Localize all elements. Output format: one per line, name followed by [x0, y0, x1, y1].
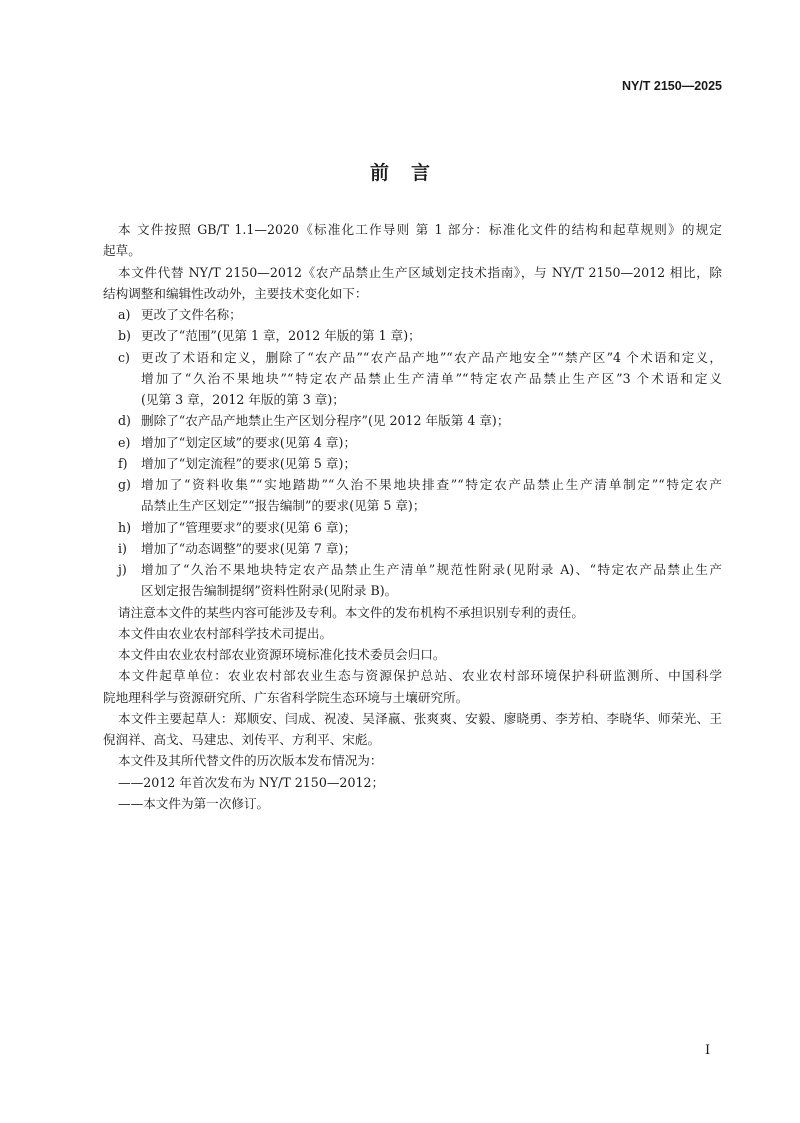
list-item-label: a): [118, 307, 131, 322]
list-item-line: [103, 517, 722, 538]
list-item-line: [103, 347, 722, 368]
list-item-line: [103, 389, 722, 410]
line-text: 院地理科学与资源研究所、广东省科学院生态环境与土壤研究所。: [103, 689, 469, 705]
line-text: 更改了文件名称；: [141, 307, 242, 322]
line-text: 更改了术语和定义，删除了“农产品”“农产品产地”“农产品产地安全”“禁产区”4 个术语和定义，: [141, 349, 722, 365]
line-text: 本文件主要起草人：郑顺安、闫成、祝凌、吴泽嬴、张爽爽、安毅、廖晓勇、李芳柏、李晓华、师荣光、王: [118, 710, 722, 726]
paragraph-line: [103, 687, 722, 708]
list-item-label: b): [118, 328, 131, 344]
line-text: 增加了“划定区域”的要求(见第 4 章)；: [141, 434, 357, 450]
paragraph-line: [103, 750, 722, 771]
standard-number: NY/T 2150—2025: [621, 79, 722, 93]
line-text: 起草。: [103, 243, 141, 259]
line-text: 本文件及其所代替文件的历次版本发布情况为：: [118, 753, 383, 769]
paragraph-line: [103, 708, 722, 729]
list-item-label: f): [118, 455, 128, 471]
paragraph-line: [103, 602, 722, 623]
line-text: ——2012 年首次发布为 NY/T 2150—2012；: [118, 774, 385, 790]
line-text: 本 文件按照 GB/T 1.1—2020《标准化工作导则 第 1 部分：标准化文件的结构和起草规则》的规定: [118, 222, 722, 237]
list-item-line: [103, 495, 722, 516]
line-text: 增加了“动态调整”的要求(见第 7 章)；: [141, 540, 357, 556]
page-number: I: [705, 1043, 711, 1058]
line-text: 删除了“农产品产地禁止生产区划分程序”(见 2012 年版第 4 章)；: [141, 413, 510, 429]
line-text: 增加了“久治不果地块特定农产品禁止生产清单”规范性附录(见附录 A)、“特定农产品禁止生产: [141, 562, 722, 577]
paragraph-line: [103, 262, 722, 283]
list-item-line: [103, 368, 722, 389]
paragraph-line: [103, 665, 722, 686]
list-item-line: [103, 580, 722, 601]
page-title: 前言: [369, 162, 452, 184]
line-text: 增加了“资料收集”“实地踏勘”“久治不果地块排查”“特定农产品禁止生产清单制定”“特定农产: [141, 477, 722, 492]
line-text: 本文件起草单位：农业农村部农业生态与资源保护总站、农业农村部环境保护科研监测所、中国科学: [118, 668, 722, 684]
list-item-line: [103, 559, 722, 580]
line-text: 本文件由农业农村部科学技术司提出。: [118, 625, 333, 641]
list-item-label: e): [118, 434, 131, 450]
list-item-line: [103, 432, 722, 453]
line-text: 增加了“划定流程”的要求(见第 5 章)；: [141, 455, 357, 471]
list-item-label: h): [118, 519, 132, 535]
list-item-line: [103, 538, 722, 559]
paragraph-line: [103, 219, 722, 240]
line-text: 增加了“久治不果地块”“特定农产品禁止生产清单”“特定农产品禁止生产区”3 个术语和定义: [141, 370, 722, 386]
list-item-line: [103, 410, 722, 431]
list-item-label: j): [118, 562, 127, 577]
line-text: 本文件由农业农村部农业资源环境标准化技术委员会归口。: [118, 647, 446, 662]
line-text: 本文件代替 NY/T 2150—2012《农产品禁止生产区域划定技术指南》，与 NY/T 2150—2012 相比，除: [118, 264, 722, 280]
foreword-body: [103, 219, 722, 814]
paragraph-line: [103, 772, 722, 793]
line-text: 倪润祥、高戈、马建忠、刘传平、方利平、宋彪。: [103, 732, 381, 747]
list-item-line: [103, 453, 722, 474]
list-item-line: [103, 304, 722, 325]
list-item-label: d): [118, 413, 131, 429]
list-item-label: g): [118, 477, 131, 492]
line-text: 区划定报告编制提纲”资料性附录(见附录 B)。: [141, 583, 398, 599]
line-text: 品禁止生产区划定”“报告编制”的要求(见第 5 章)；: [141, 498, 426, 514]
list-item-label: c): [118, 349, 130, 365]
line-text: 更改了“范围”(见第 1 章，2012 年版的第 1 章)；: [141, 328, 421, 344]
line-text: (见第 3 章，2012 年版的第 3 章)；: [141, 392, 345, 407]
paragraph-line: [103, 623, 722, 644]
list-item-label: i): [118, 540, 127, 556]
paragraph-line: [103, 240, 722, 261]
line-text: 增加了“管理要求”的要求(见第 6 章)；: [141, 519, 357, 535]
line-text: 请注意本文件的某些内容可能涉及专利。本文件的发布机构不承担识别专利的责任。: [118, 604, 584, 620]
list-item-line: [103, 325, 722, 346]
list-item-line: [103, 474, 722, 495]
paragraph-line: [103, 793, 722, 814]
paragraph-line: [103, 283, 722, 304]
paragraph-line: [103, 729, 722, 750]
paragraph-line: [103, 644, 722, 665]
line-text: 结构调整和编辑性改动外，主要技术变化如下：: [103, 285, 368, 301]
line-text: ——本文件为第一次修订。: [118, 795, 270, 811]
